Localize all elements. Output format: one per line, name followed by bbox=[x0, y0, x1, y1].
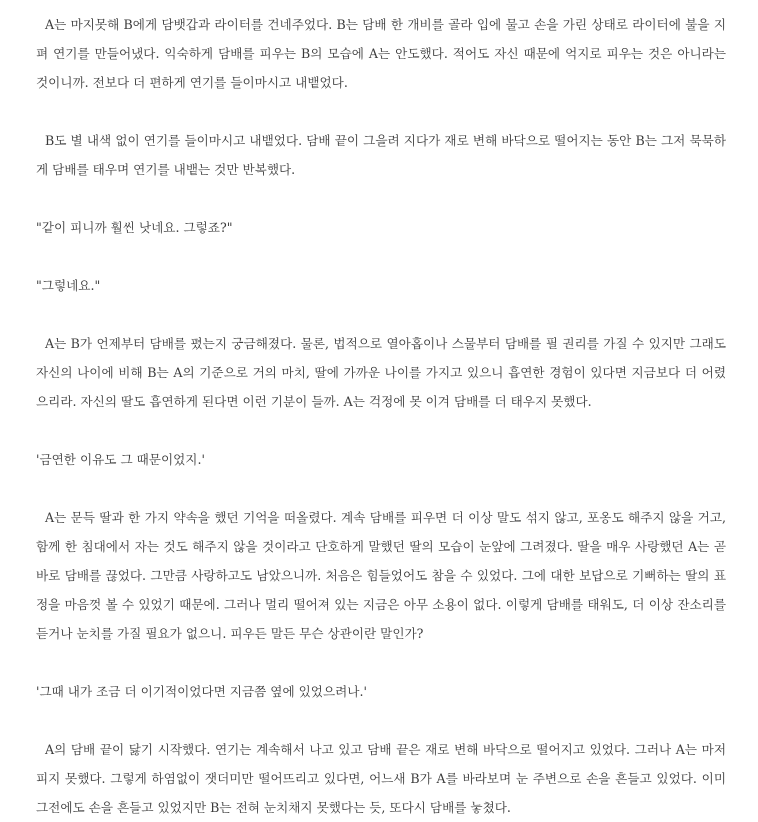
paragraph-gap bbox=[36, 242, 726, 271]
paragraph-1: A는 마지못해 B에게 담뱃갑과 라이터를 건네주었다. B는 담배 한 개비를 골라 입에 물고 손을 가린 상태로 라이터에 불을 지펴 연기를 만들어냈다. 익숙하게 담배를 피우는 B의 모습에 A는 안도했다. 적어도 자신 때문에 억지로 피우는 것은 아니라는 것이니까. 전보다 더 편하게 연기를 들이마시고 내뱉었다. bbox=[36, 17, 726, 90]
paragraph-3: A는 B가 언제부터 담배를 폈는지 궁금해졌다. 물론, 법적으로 열아홉이나 스물부터 담배를 필 권리를 가질 수 있지만 그래도 자신의 나이에 비해 B는 A의 기준으로 거의 마치, 딸에 가까운 나이를 가지고 있으니 흡연한 경험이 있다면 지금보다 더 어렸으리라. 자신의 딸도 흡연하게 된다면 이런 기분이 들까. A는 걱정에 못 이겨 담배를 더 태우지 못했다. bbox=[36, 336, 726, 409]
paragraph-gap bbox=[36, 97, 726, 126]
paragraph-gap bbox=[36, 184, 726, 213]
paragraph-gap bbox=[36, 648, 726, 677]
paragraph-gap bbox=[36, 474, 726, 503]
dialogue-line-1: "같이 피니까 훨씬 낫네요. 그렇죠?" bbox=[36, 220, 233, 235]
paragraph-2: B도 별 내색 없이 연기를 들이마시고 내뱉었다. 담배 끝이 그을려 지다가 재로 변해 바닥으로 떨어지는 동안 B는 그저 묵묵하게 담배를 태우며 연기를 내뱉는 것만 반복했다. bbox=[36, 133, 726, 177]
paragraph-gap bbox=[36, 300, 726, 329]
paragraph-gap bbox=[36, 706, 726, 735]
paragraph-gap bbox=[36, 416, 726, 445]
paragraph-4: A는 문득 딸과 한 가지 약속을 했던 기억을 떠올렸다. 계속 담배를 피우면 더 이상 말도 섞지 않고, 포옹도 해주지 않을 거고, 함께 한 침대에서 자는 것도 해주지 않을 것이라고 단호하게 말했던 딸의 모습이 눈앞에 그려졌다. 딸을 매우 사랑했던 A는 곧바로 담배를 끊었다. 그만큼 사랑하고도 남았으니까. 처음은 힘들었어도 참을 수 있었다. 그에 대한 보답으로 기뻐하는 딸의 표정을 마음껏 볼 수 있었기 때문에. 그러나 멀리 떨어져 있는 지금은 아무 소용이 없다. 이렇게 담배를 태워도, 더 이상 잔소리를 듣거나 눈치를 가질 필요가 없으니. 피우든 말든 무슨 상관이란 말인가? bbox=[36, 510, 726, 641]
dialogue-line-2: "그렇네요." bbox=[36, 278, 101, 293]
document-body bbox=[36, 10, 726, 822]
paragraph-5: A의 담배 끝이 닳기 시작했다. 연기는 계속해서 나고 있고 담배 끝은 재로 변해 바닥으로 떨어지고 있었다. 그러나 A는 마저 피지 못했다. 그렇게 하염없이 잿더미만 떨어뜨리고 있다면, 어느새 B가 A를 바라보며 눈 주변으로 손을 흔들고 있었다. 이미 그전에도 손을 흔들고 있었지만 B는 전혀 눈치채지 못했다는 듯, 또다시 담배를 눟쳤다. bbox=[36, 742, 726, 815]
inner-thought-1: '금연한 이유도 그 때문이었지.' bbox=[36, 452, 205, 467]
inner-thought-2: '그때 내가 조금 더 이기적이었다면 지금쯤 옆에 있었으려나.' bbox=[36, 684, 367, 699]
